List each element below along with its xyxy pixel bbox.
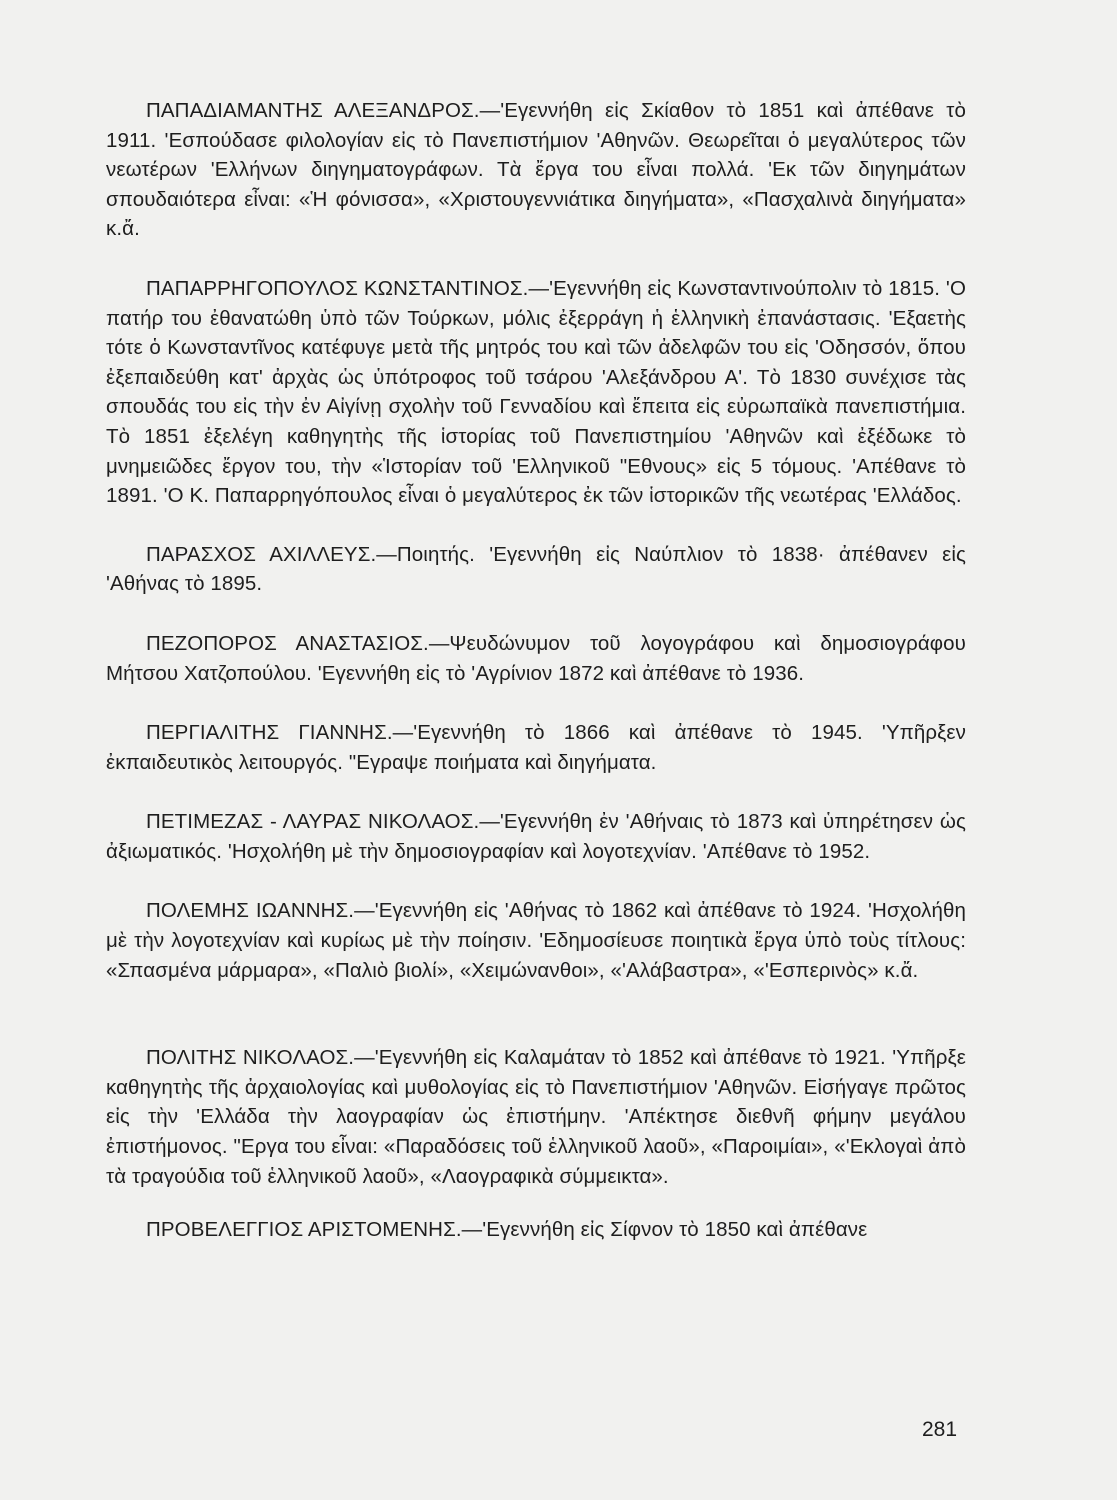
entry-name: ΠΟΛΕΜΗΣ ΙΩΑΝΝΗΣ. [146, 899, 355, 923]
entry-name: ΠΑΡΑΣΧΟΣ ΑΧΙΛΛΕΥΣ. [146, 542, 377, 566]
entry-pezoporos [106, 629, 966, 688]
entry-text: —'Εγεννήθη εἰς 'Αθήνας τὸ 1862 καὶ ἀπέθανε τὸ 1924. 'Ησχολήθη μὲ τὴν λογοτεχνίαν καὶ κυρίως μὲ τὴν ποίησιν. 'Εδημοσίευσε ποιητικὰ ἔργα ὑπὸ τοὺς τίτλους: «Σπασμένα μάρμαρα», «Παλιὸ βιολί», «Χειμώνανθοι», «'Αλάβαστρα», «'Εσπερινὸς» κ.ἄ. [106, 899, 966, 982]
page-number: 281 [922, 1418, 958, 1441]
entry-name: ΠΑΠΑΔΙΑΜΑΝΤΗΣ ΑΛΕΞΑΝΔΡΟΣ. [146, 99, 480, 122]
entry-pergialitis [106, 718, 966, 777]
entry-text: —'Εγεννήθη τὸ 1866 καὶ ἀπέθανε τὸ 1945. 'Υπῆρξεν ἐκπαιδευτικὸς λειτουργός. "Εγραψε ποιήματα καὶ διηγήματα. [106, 721, 966, 774]
entry-text: —'Εγεννήθη εἰς Σίφνον τὸ 1850 καὶ ἀπέθανε [461, 1218, 868, 1242]
entry-politis [106, 1043, 966, 1191]
entry-papadiamantis [106, 96, 966, 244]
entry-text: —'Εγεννήθη ἐν 'Αθήναις τὸ 1873 καὶ ὑπηρέτησεν ὡς ἀξιωματικός. 'Ησχολήθη μὲ τὴν δημοσιογραφίαν καὶ λογοτεχνίαν. 'Απέθανε τὸ 1952. [106, 810, 967, 863]
entry-text: —'Εγεννήθη εἰς Σκίαθον τὸ 1851 καὶ ἀπέθανε τὸ 1911. 'Εσπούδασε φιλολογίαν εἰς τὸ Πανεπιστήμιον 'Αθηνῶν. Θεωρεῖται ὁ μεγαλύτερος τῶν νεωτέρων 'Ελλήνων διηγηματογράφων. Τὰ ἔργα του εἶναι πολλά. 'Εκ τῶν διηγημάτων σπουδαιότερα εἶναι: «Ἡ φόνισσα», «Χριστουγεννιάτικα διηγήματα», «Πασχαλινὰ διηγήματα» κ.ἄ. [106, 99, 966, 241]
entry-name: ΠΕΖΟΠΟΡΟΣ ΑΝΑΣΤΑΣΙΟΣ. [146, 631, 429, 655]
entry-paparrigopoulos [106, 274, 966, 511]
entry-paraschos [106, 540, 966, 599]
entry-name: ΠΡΟΒΕΛΕΓΓΙΟΣ ΑΡΙΣΤΟΜΕΝΗΣ. [146, 1218, 462, 1242]
entry-petimezas-lavras [106, 807, 966, 866]
entry-provelengios [106, 1215, 966, 1245]
entry-text: —'Εγεννήθη εἰς Καλαμάταν τὸ 1852 καὶ ἀπέθανε τὸ 1921. 'Υπῆρξε καθηγητὴς τῆς ἀρχαιολογίας καὶ μυθολογίας εἰς τὸ Πανεπιστήμιον 'Αθηνῶν. Εἰσήγαγε πρῶτος εἰς τὴν 'Ελλάδα τὴν λαογραφίαν ὡς ἐπιστήμην. 'Απέκτησε διεθνῆ φήμην μεγάλου ἐπιστήμονος. "Εργα του εἶναι: «Παραδόσεις τοῦ ἑλληνικοῦ λαοῦ», «Παροιμίαι», «'Εκλογαὶ ἀπὸ τὰ τραγούδια τοῦ ἑλληνικοῦ λαοῦ», «Λαογραφικὰ σύμμεικτα». [106, 1046, 967, 1188]
entry-text: —Ποιητής. 'Εγεννήθη εἰς Ναύπλιον τὸ 1838· ἀπέθανεν εἰς 'Αθήνας τὸ 1895. [106, 542, 966, 596]
entry-name: ΠΕΡΓΙΑΛΙΤΗΣ ΓΙΑΝΝΗΣ. [146, 721, 393, 745]
entry-polemis [106, 896, 966, 985]
entry-name: ΠΑΠΑΡΡΗΓΟΠΟΥΛΟΣ ΚΩΝΣΤΑΝΤΙΝΟΣ. [146, 276, 529, 300]
biographical-entries [106, 96, 966, 1245]
entry-name: ΠΟΛΙΤΗΣ ΝΙΚΟΛΑΟΣ. [146, 1046, 355, 1070]
entry-text: —Ψευδώνυμον τοῦ λογογράφου καὶ δημοσιογράφου Μήτσου Χατζοπούλου. 'Εγεννήθη εἰς τὸ 'Αγρίνιον 1872 καὶ ἀπέθανε τὸ 1936. [106, 631, 966, 685]
entry-text: —'Εγεννήθη εἰς Κωνσταντινούπολιν τὸ 1815. 'Ο πατήρ του ἐθανατώθη ὑπὸ τῶν Τούρκων, μόλις ἐξερράγη ἡ ἑλληνικὴ ἐπανάστασις. 'Εξαετὴς τότε ὁ Κωνσταντῖνος κατέφυγε μετὰ τῆς μητρός του καὶ τῶν ἀδελφῶν του εἰς 'Οδησσόν, ὅπου ἐξεπαιδεύθη κατ' ἀρχὰς ὡς ὑπότροφος τοῦ τσάρου 'Αλεξάνδρου Α'. Τὸ 1830 συνέχισε τὰς σπουδάς του εἰς τὴν ἐν Αἰγίνῃ σχολὴν τοῦ Γενναδίου καὶ ἔπειτα εἰς εὐρωπαϊκὰ πανεπιστήμια. Τὸ 1851 ἐξελέγη καθηγητὴς τῆς ἱστορίας τοῦ Πανεπιστημίου 'Αθηνῶν καὶ ἐξέδωκε τὸ μνημειῶδες ἔργον του, τὴν «Ἱστορίαν τοῦ 'Ελληνικοῦ "Εθνους» εἰς 5 τόμους. 'Απέθανε τὸ 1891. 'Ο Κ. Παπαρρηγόπουλος εἶναι ὁ μεγαλύτερος ἐκ τῶν ἱστορικῶν τῆς νεωτέρας 'Ελλάδος. [106, 276, 966, 508]
entry-name: ΠΕΤΙΜΕΖΑΣ - ΛΑΥΡΑΣ ΝΙΚΟΛΑΟΣ. [146, 810, 480, 834]
